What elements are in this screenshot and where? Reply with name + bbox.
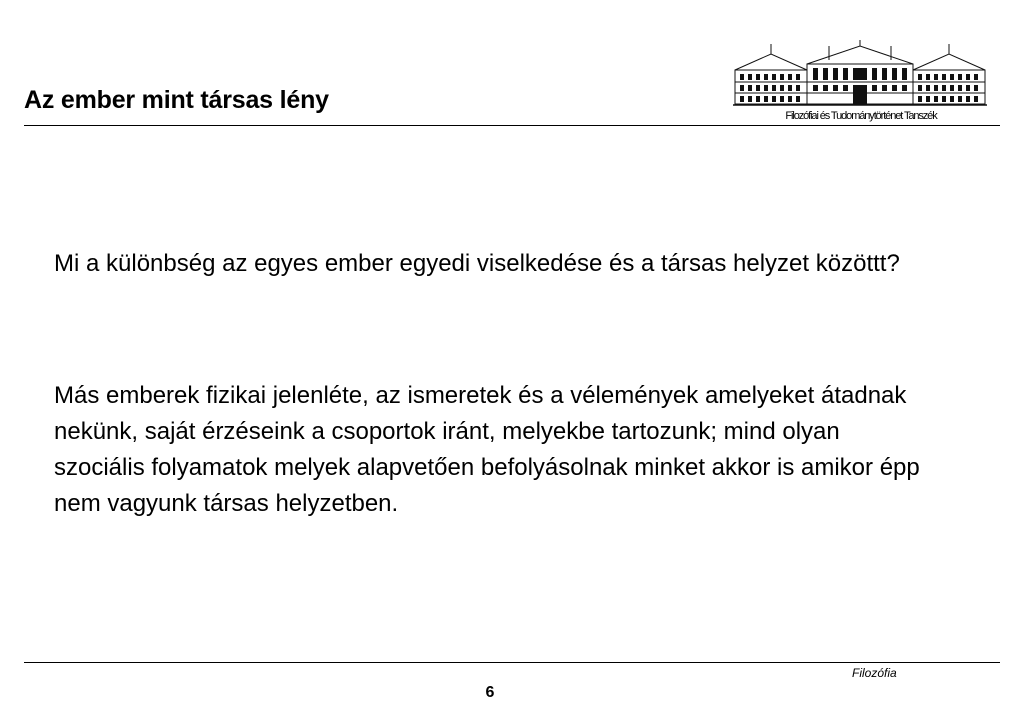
department-logo xyxy=(733,40,987,126)
slide-title: Az ember mint társas lény xyxy=(24,86,329,114)
footer-divider xyxy=(24,662,1000,663)
footer-subject: Filozófia xyxy=(852,666,897,680)
page-number: 6 xyxy=(485,684,495,701)
body-paragraph: Más emberek fizikai jelenléte, az ismeretek és a vélemények amelyeket átadnak nekünk, saját érzéseink a csoportok iránt, melyekbe tartozunk; mind olyan szociális folyamatok melyek alapvetően befolyásolnak minket akkor is amikor épp nem vagyunk társas helyzetben. xyxy=(54,382,920,517)
body-paragraph: Mi a különbség az egyes ember egyedi viselkedése és a társas helyzet közöttt? xyxy=(54,250,900,277)
header-divider xyxy=(24,125,1000,126)
department-name: Filozófiai és Tudománytörténet Tanszék xyxy=(785,110,937,122)
university-building-icon xyxy=(733,40,987,110)
